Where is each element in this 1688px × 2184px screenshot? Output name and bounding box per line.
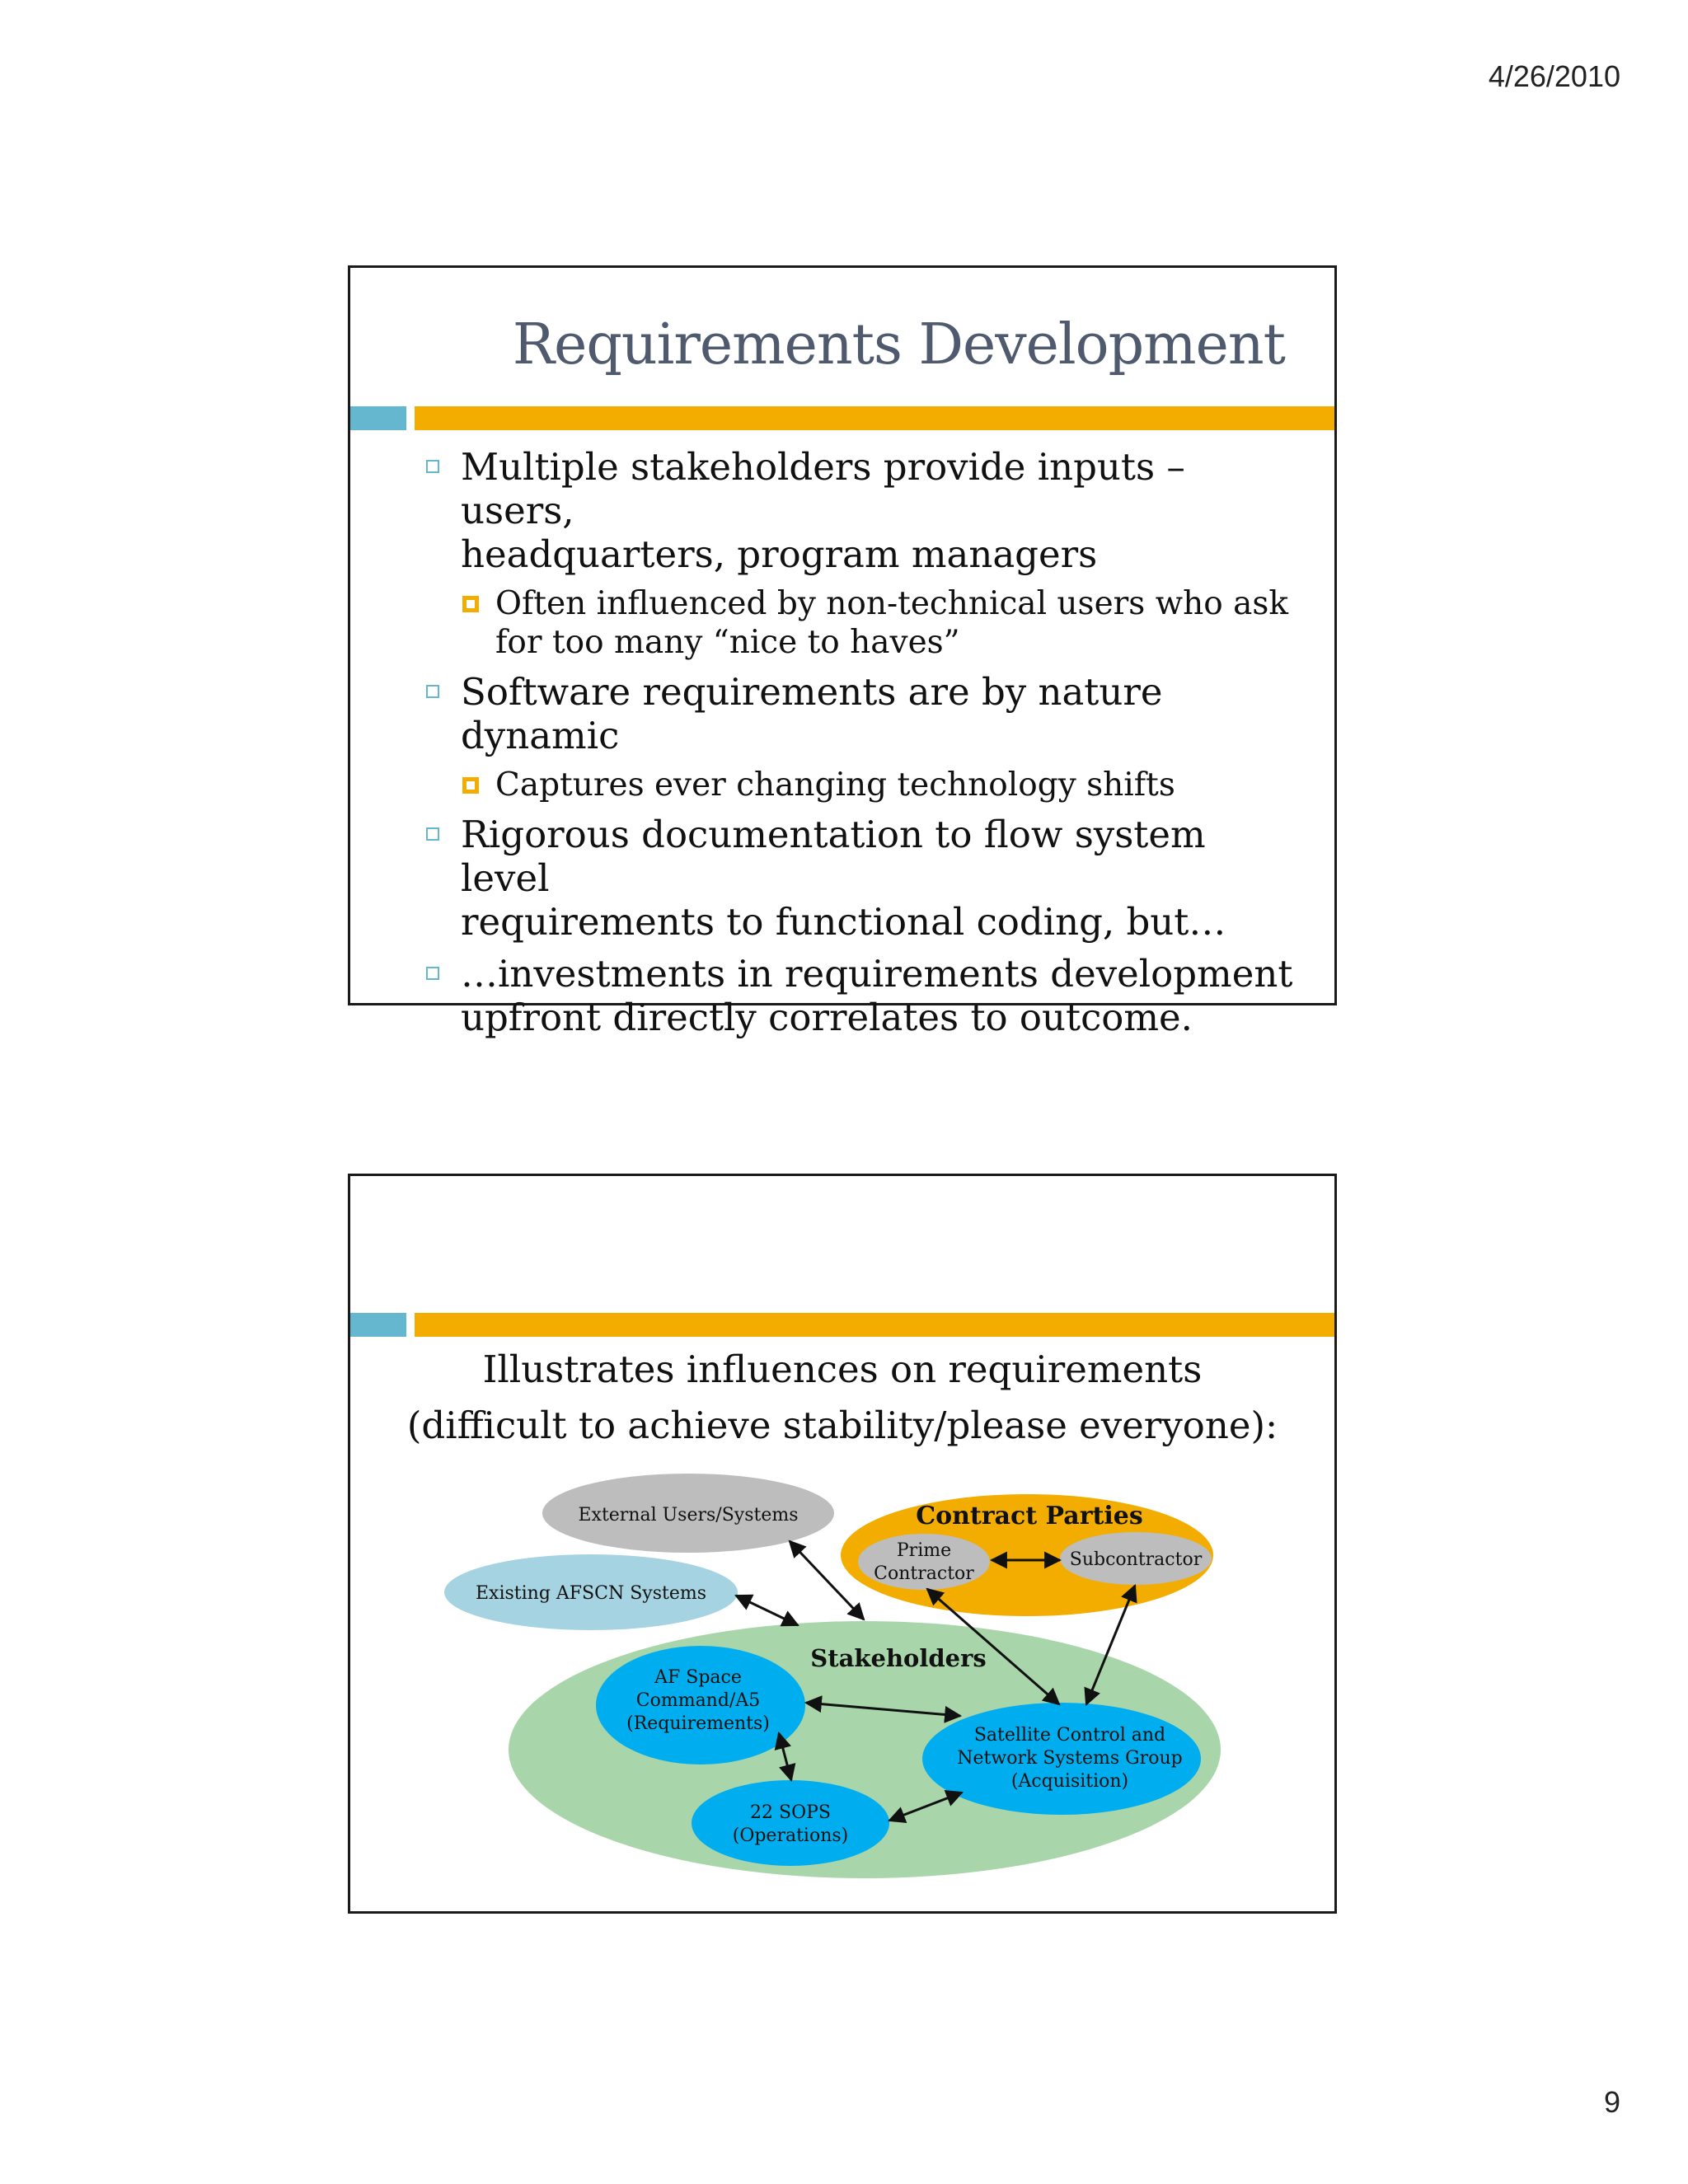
slide-title: Requirements Development	[512, 312, 1285, 377]
square-bullet-icon	[426, 967, 439, 980]
square-bullet-icon	[426, 685, 439, 698]
stakeholders-label: Stakeholders	[810, 1644, 987, 1672]
slide-requirements-development	[348, 265, 1337, 1039]
bullet-item	[426, 813, 1300, 944]
caption-line-1: Illustrates influences on requirements	[482, 1347, 1203, 1391]
sub-bullet-line: Often influenced by non-technical users who ask	[495, 585, 1288, 622]
accent-bar-blue	[350, 406, 406, 430]
bullet-line: requirements to functional coding, but…	[461, 900, 1226, 944]
bullet-line: upfront directly correlates to outcome.	[461, 996, 1193, 1039]
square-bullet-icon	[426, 460, 439, 473]
existing-afscn-label: Existing AFSCN Systems	[475, 1583, 707, 1604]
orange-square-bullet-icon	[462, 777, 479, 794]
sops-label-line: (Operations)	[732, 1825, 849, 1846]
sops-label-line: 22 SOPS	[750, 1802, 831, 1823]
connector-arrow	[736, 1596, 798, 1625]
bullet-list	[426, 445, 1300, 1047]
sub-bullet-item	[426, 584, 1300, 662]
subcontractor-label: Subcontractor	[1069, 1549, 1203, 1570]
page-date: 4/26/2010	[1488, 59, 1620, 93]
bullet-line: Software requirements are by nature dynamic	[461, 670, 1163, 757]
af-space-command-label-line: (Requirements)	[626, 1713, 770, 1734]
orange-square-bullet-icon	[462, 596, 479, 612]
external-users-label: External Users/Systems	[578, 1505, 799, 1526]
slide-influences-diagram	[348, 1174, 1337, 1914]
sops-node	[692, 1780, 889, 1866]
prime-contractor-label-line: Prime	[896, 1540, 952, 1561]
contract-parties-label: Contract Parties	[916, 1502, 1143, 1530]
satellite-control-label-line: Network Systems Group	[957, 1748, 1183, 1769]
caption-line-2: (difficult to achieve stability/please everyone):	[406, 1404, 1278, 1447]
af-space-command-label-line: AF Space	[654, 1667, 742, 1688]
bullet-line: Multiple stakeholders provide inputs – users,	[461, 445, 1185, 532]
bullet-item	[426, 445, 1300, 576]
bullet-line: Rigorous documentation to flow system level	[461, 813, 1206, 900]
bullet-line: …investments in requirements development	[461, 952, 1293, 996]
square-bullet-icon	[426, 827, 439, 841]
bullet-item	[426, 952, 1300, 1039]
sub-bullet-item	[426, 766, 1300, 804]
af-space-command-label-line: Command/A5	[635, 1690, 761, 1711]
sub-bullet-line: Captures ever changing technology shifts	[495, 766, 1175, 804]
satellite-control-label-line: (Acquisition)	[1010, 1771, 1129, 1792]
bullet-line: headquarters, program managers	[461, 532, 1098, 576]
accent-bar-orange	[415, 406, 1334, 430]
stakeholder-influence-diagram	[350, 1176, 1334, 1911]
prime-contractor-label-line: Contractor	[874, 1563, 974, 1584]
page-number: 9	[1603, 2085, 1620, 2119]
sub-bullet-line: for too many “nice to haves”	[495, 624, 960, 661]
bullet-item	[426, 670, 1300, 757]
satellite-control-label-line: Satellite Control and	[973, 1725, 1166, 1746]
